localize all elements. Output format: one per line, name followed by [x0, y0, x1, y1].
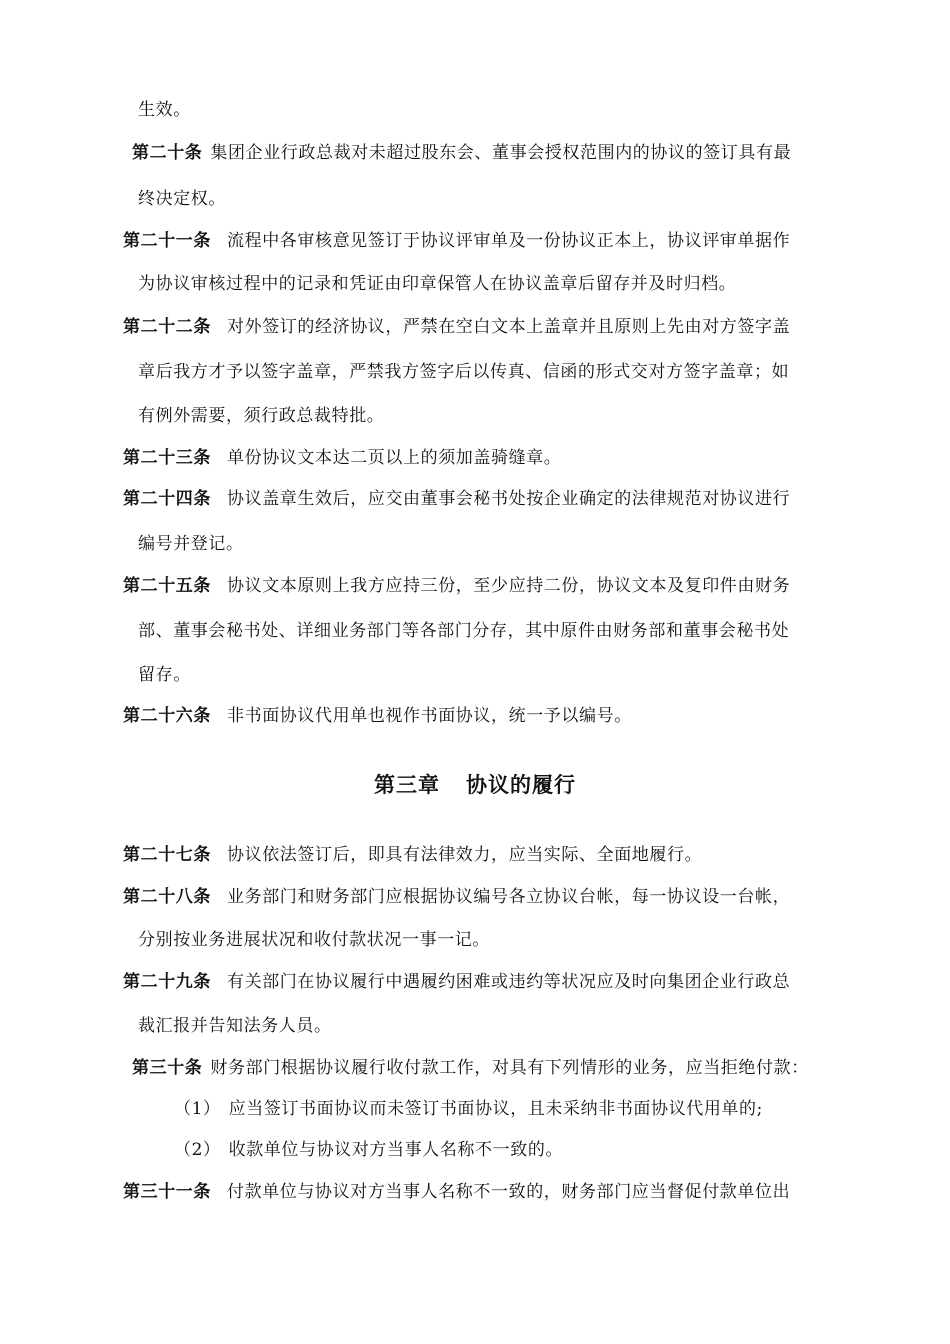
text-line: 生效。 — [138, 100, 191, 120]
article-number: 第二十九条 — [123, 972, 211, 992]
article-20: 第二十条 集团企业行政总裁对未超过股东会、董事会授权范围内的协议的签订具有最 — [132, 143, 792, 163]
article-30: 第三十条 财务部门根据协议履行收付款工作，对具有下列情形的业务，应当拒绝付款： — [132, 1058, 809, 1078]
list-item: （2） 收款单位与协议对方当事人名称不一致的。 — [174, 1140, 564, 1160]
article-29: 第二十九条 有关部门在协议履行中遇履约困难或违约等状况应及时向集团企业行政总 — [123, 972, 791, 992]
list-item-number: （2） — [174, 1140, 221, 1160]
text-line: 部、董事会秘书处、详细业务部门等各部门分存，其中原件由财务部和董事会秘书处 — [138, 621, 790, 641]
list-item-number: （1） — [174, 1099, 221, 1119]
text-line: 终决定权。 — [138, 189, 226, 209]
article-number: 第二十条 — [132, 143, 203, 163]
chapter-heading — [0, 772, 950, 798]
article-27: 第二十七条 协议依法签订后，即具有法律效力，应当实际、全面地履行。 — [123, 845, 703, 865]
article-number: 第二十七条 — [123, 845, 211, 865]
article-number: 第二十三条 — [123, 448, 211, 468]
article-number: 第三十一条 — [123, 1182, 211, 1202]
article-21: 第二十一条 流程中各审核意见签订于协议评审单及一份协议正本上，协议评审单据作 — [123, 231, 791, 251]
text-line: 有例外需要，须行政总裁特批。 — [138, 406, 385, 426]
article-number: 第三十条 — [132, 1058, 203, 1078]
article-25: 第二十五条 协议文本原则上我方应持三份，至少应持二份，协议文本及复印件由财务 — [123, 576, 791, 596]
text-line: 为协议审核过程中的记录和凭证由印章保管人在协议盖章后留存并及时归档。 — [138, 274, 737, 294]
article-31: 第三十一条 付款单位与协议对方当事人名称不一致的，财务部门应当督促付款单位出 — [123, 1182, 791, 1202]
article-22: 第二十二条 对外签订的经济协议，严禁在空白文本上盖章并且原则上先由对方签字盖 — [123, 317, 791, 337]
text-line: 留存。 — [138, 665, 191, 685]
article-23: 第二十三条 单份协议文本达二页以上的须加盖骑缝章。 — [123, 448, 562, 468]
chapter-number: 第三章 — [374, 772, 440, 797]
article-number: 第二十一条 — [123, 231, 211, 251]
article-number: 第二十四条 — [123, 489, 211, 509]
article-number: 第二十二条 — [123, 317, 211, 337]
article-24: 第二十四条 协议盖章生效后，应交由董事会秘书处按企业确定的法律规范对协议进行 — [123, 489, 791, 509]
article-26: 第二十六条 非书面协议代用单也视作书面协议，统一予以编号。 — [123, 706, 632, 726]
text-line: 章后我方才予以签字盖章，严禁我方签字后以传真、信函的形式交对方签字盖章；如 — [138, 362, 790, 382]
chapter-title: 协议的履行 — [466, 772, 576, 797]
article-number: 第二十五条 — [123, 576, 211, 596]
list-item: （1） 应当签订书面协议而未签订书面协议，且未采纳非书面协议代用单的; — [174, 1099, 763, 1119]
text-line: 分别按业务进展状况和收付款状况一事一记。 — [138, 930, 490, 950]
article-28: 第二十八条 业务部门和财务部门应根据协议编号各立协议台帐，每一协议设一台帐， — [123, 887, 791, 907]
article-number: 第二十六条 — [123, 706, 211, 726]
text-line: 编号并登记。 — [138, 534, 244, 554]
article-number: 第二十八条 — [123, 887, 211, 907]
text-line: 裁汇报并告知法务人员。 — [138, 1016, 332, 1036]
